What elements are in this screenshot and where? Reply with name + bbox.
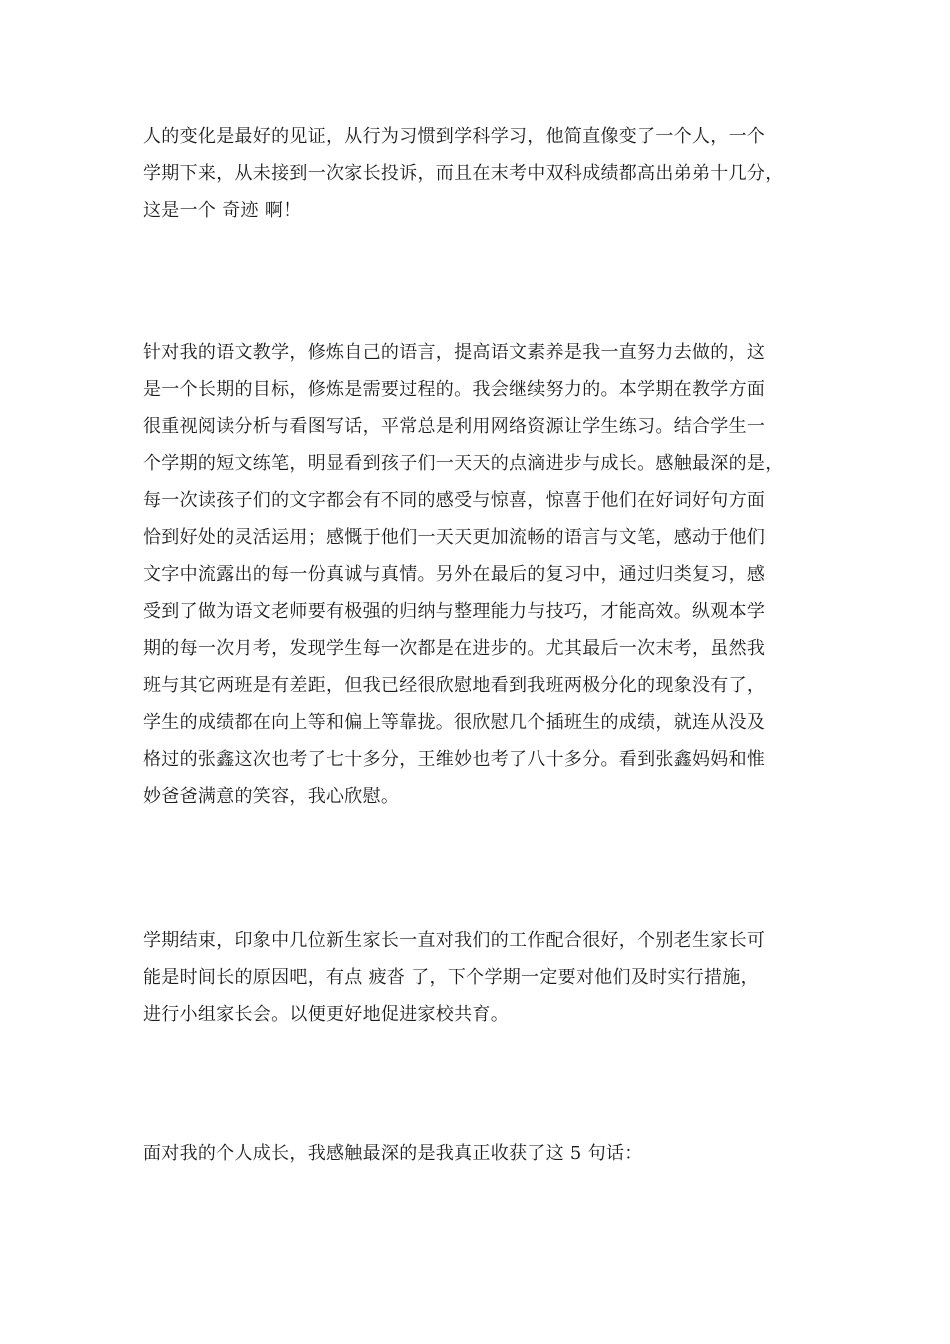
text-line: 学期下来，从未接到一次家长投诉，而且在末考中双科成绩都高出弟弟十几分， — [143, 163, 784, 184]
paragraph-student-change — [143, 118, 813, 229]
text-line: 学期结束，印象中几位新生家长一直对我们的工作配合很好，个别老生家长可 — [143, 930, 766, 951]
text-line: 文字中流露出的每一份真诚与真情。另外在最后的复习中，通过归类复习，感 — [143, 564, 766, 585]
text-line: 是一个长期的目标，修炼是需要过程的。我会继续努力的。本学期在教学方面 — [143, 379, 766, 400]
text-line: 期的每一次月考，发现学生每一次都是在进步的。尤其最后一次末考，虽然我 — [143, 638, 766, 659]
text-line: 个学期的短文练笔，明显看到孩子们一天天的点滴进步与成长。感触最深的是， — [143, 453, 784, 474]
text-line: 恰到好处的灵活运用；感慨于他们一天天更加流畅的语言与文笔，感动于他们 — [143, 527, 766, 548]
text-line: 能是时间长的原因吧，有点 疲沓 了，下个学期一定要对他们及时实行措施， — [143, 967, 759, 988]
text-line: 学生的成绩都在向上等和偏上等靠拢。很欣慰几个插班生的成绩，就连从没及 — [143, 712, 766, 733]
paragraph-personal-growth — [143, 1135, 813, 1172]
paragraph-parent-cooperation — [143, 922, 813, 1033]
text-line: 很重视阅读分析与看图写话，平常总是利用网络资源让学生练习。结合学生一 — [143, 416, 766, 437]
text-line: 针对我的语文教学，修炼自己的语言，提高语文素养是我一直努力去做的，这 — [143, 342, 766, 363]
text-line: 妙爸爸满意的笑容，我心欣慰。 — [143, 786, 400, 807]
paragraph-chinese-teaching — [143, 334, 813, 815]
text-line: 受到了做为语文老师要有极强的归纳与整理能力与技巧，才能高效。纵观本学 — [143, 601, 766, 622]
text-line: 面对我的个人成长，我感触最深的是我真正收获了这 5 句话： — [143, 1143, 643, 1164]
text-line: 进行小组家长会。以便更好地促进家校共育。 — [143, 1004, 509, 1025]
text-line: 人的变化是最好的见证，从行为习惯到学科学习，他简直像变了一个人，一个 — [143, 126, 766, 147]
text-line: 每一次读孩子们的文字都会有不同的感受与惊喜，惊喜于他们在好词好句方面 — [143, 490, 766, 511]
text-line: 这是一个 奇迹 啊！ — [143, 200, 302, 221]
text-line: 班与其它两班是有差距，但我已经很欣慰地看到我班两极分化的现象没有了， — [143, 675, 766, 696]
text-line: 格过的张鑫这次也考了七十多分，王维妙也考了八十多分。看到张鑫妈妈和惟 — [143, 749, 766, 770]
